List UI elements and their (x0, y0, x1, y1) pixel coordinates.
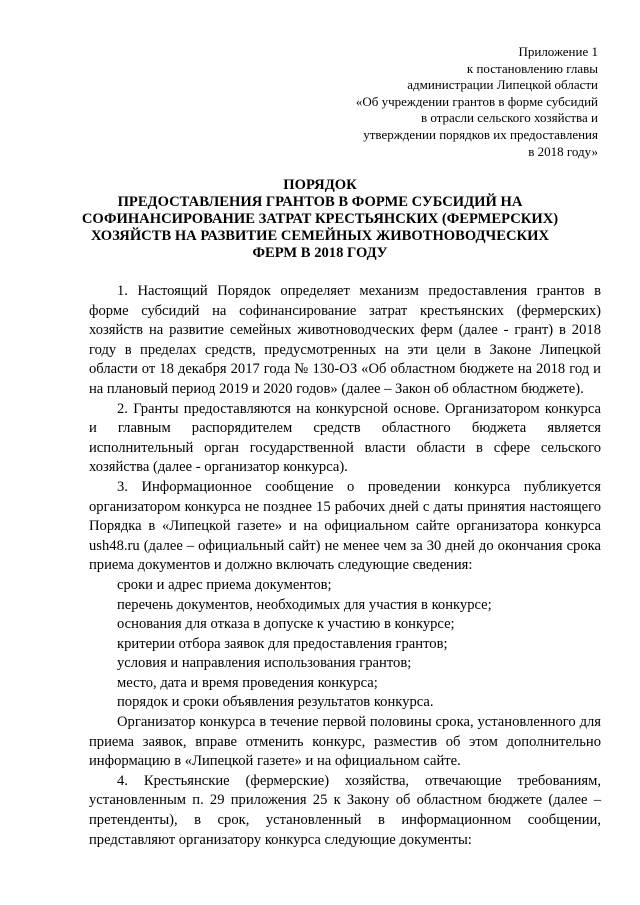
list-item: критерии отбора заявок для предоставления грантов; (117, 635, 448, 652)
paragraph-3: 3. Информационное сообщение о проведении конкурса публикуется организатором конкурса не позднее 15 рабочих дней с даты принятия настоящего Порядка в «Липецкой газете» и на официальном сайте организатора конкурса ush48.ru (далее – официальный сайт) не менее чем за 30 дней до окончания срока приема документов и должно включать следующие сведения: (89, 478, 601, 574)
document-body (89, 282, 601, 850)
paragraph-4: 4. Крестьянские (фермерские) хозяйства, отвечающие требованиям, установленным п. 29 приложения 25 к Закону об областном бюджете (далее – претенденты), в срок, установленный в информационном сообщении, представляют организатору конкурса следующие документы: (89, 772, 601, 848)
document-title (60, 177, 580, 262)
paragraph-organizer-cancel: Организатор конкурса в течение первой половины срока, установленного для приема заявок, вправе отменить конкурс, разместив об этом дополнительно информацию в «Липецкой газете» и на официальном сайте. (89, 714, 601, 770)
list-item: условия и направления использования грантов; (117, 655, 412, 672)
list-item: порядок и сроки объявления результатов конкурса. (117, 694, 434, 711)
appendix-line: администрации Липецкой области (407, 77, 598, 93)
title-line: СОФИНАНСИРОВАНИЕ ЗАТРАТ КРЕСТЬЯНСКИХ (ФЕРМЕРСКИХ) (81, 210, 559, 227)
appendix-line: к постановлению главы (466, 60, 598, 76)
appendix-line: утверждении порядков их предоставления (363, 126, 598, 142)
list-item: сроки и адрес приема документов; (117, 576, 332, 593)
appendix-line: Приложение 1 (518, 44, 598, 59)
appendix-line: «Об учреждении грантов в форме субсидий (355, 93, 598, 109)
appendix-header (356, 44, 598, 160)
appendix-line: в отрасли сельского хозяйства и (420, 110, 598, 126)
title-line: ПОРЯДОК (283, 177, 357, 193)
paragraph-2: 2. Гранты предоставляются на конкурсной основе. Организатором конкурса и главным распорядителем средств областного бюджета является исполнительный орган государственной власти области в сфере сельского хозяйства (далее - организатор конкурса). (89, 400, 601, 476)
appendix-line: в 2018 году» (528, 143, 598, 159)
list-item: основания для отказа в допуске к участию в конкурсе; (117, 616, 455, 633)
title-line: ХОЗЯЙСТВ НА РАЗВИТИЕ СЕМЕЙНЫХ ЖИВОТНОВОДЧЕСКИХ (90, 227, 550, 244)
title-line: ПРЕДОСТАВЛЕНИЯ ГРАНТОВ В ФОРМЕ СУБСИДИЙ НА (117, 193, 523, 210)
title-line: ФЕРМ В 2018 ГОДУ (252, 244, 388, 261)
list-item: место, дата и время проведения конкурса; (117, 674, 378, 691)
list-item: перечень документов, необходимых для участия в конкурсе; (117, 596, 492, 613)
paragraph-1: 1. Настоящий Порядок определяет механизм предоставления грантов в форме субсидий на софинансирование затрат крестьянских (фермерских) хозяйств на развитие семейных животноводческих ферм (далее - грант) в 2018 году в пределах средств, предусмотренных на эти цели в Законе Липецкой области от 18 декабря 2017 года № 130-ОЗ «Об областном бюджете на 2018 год и на плановый период 2019 и 2020 годов» (далее – Закон об областном бюджете). (89, 283, 601, 397)
